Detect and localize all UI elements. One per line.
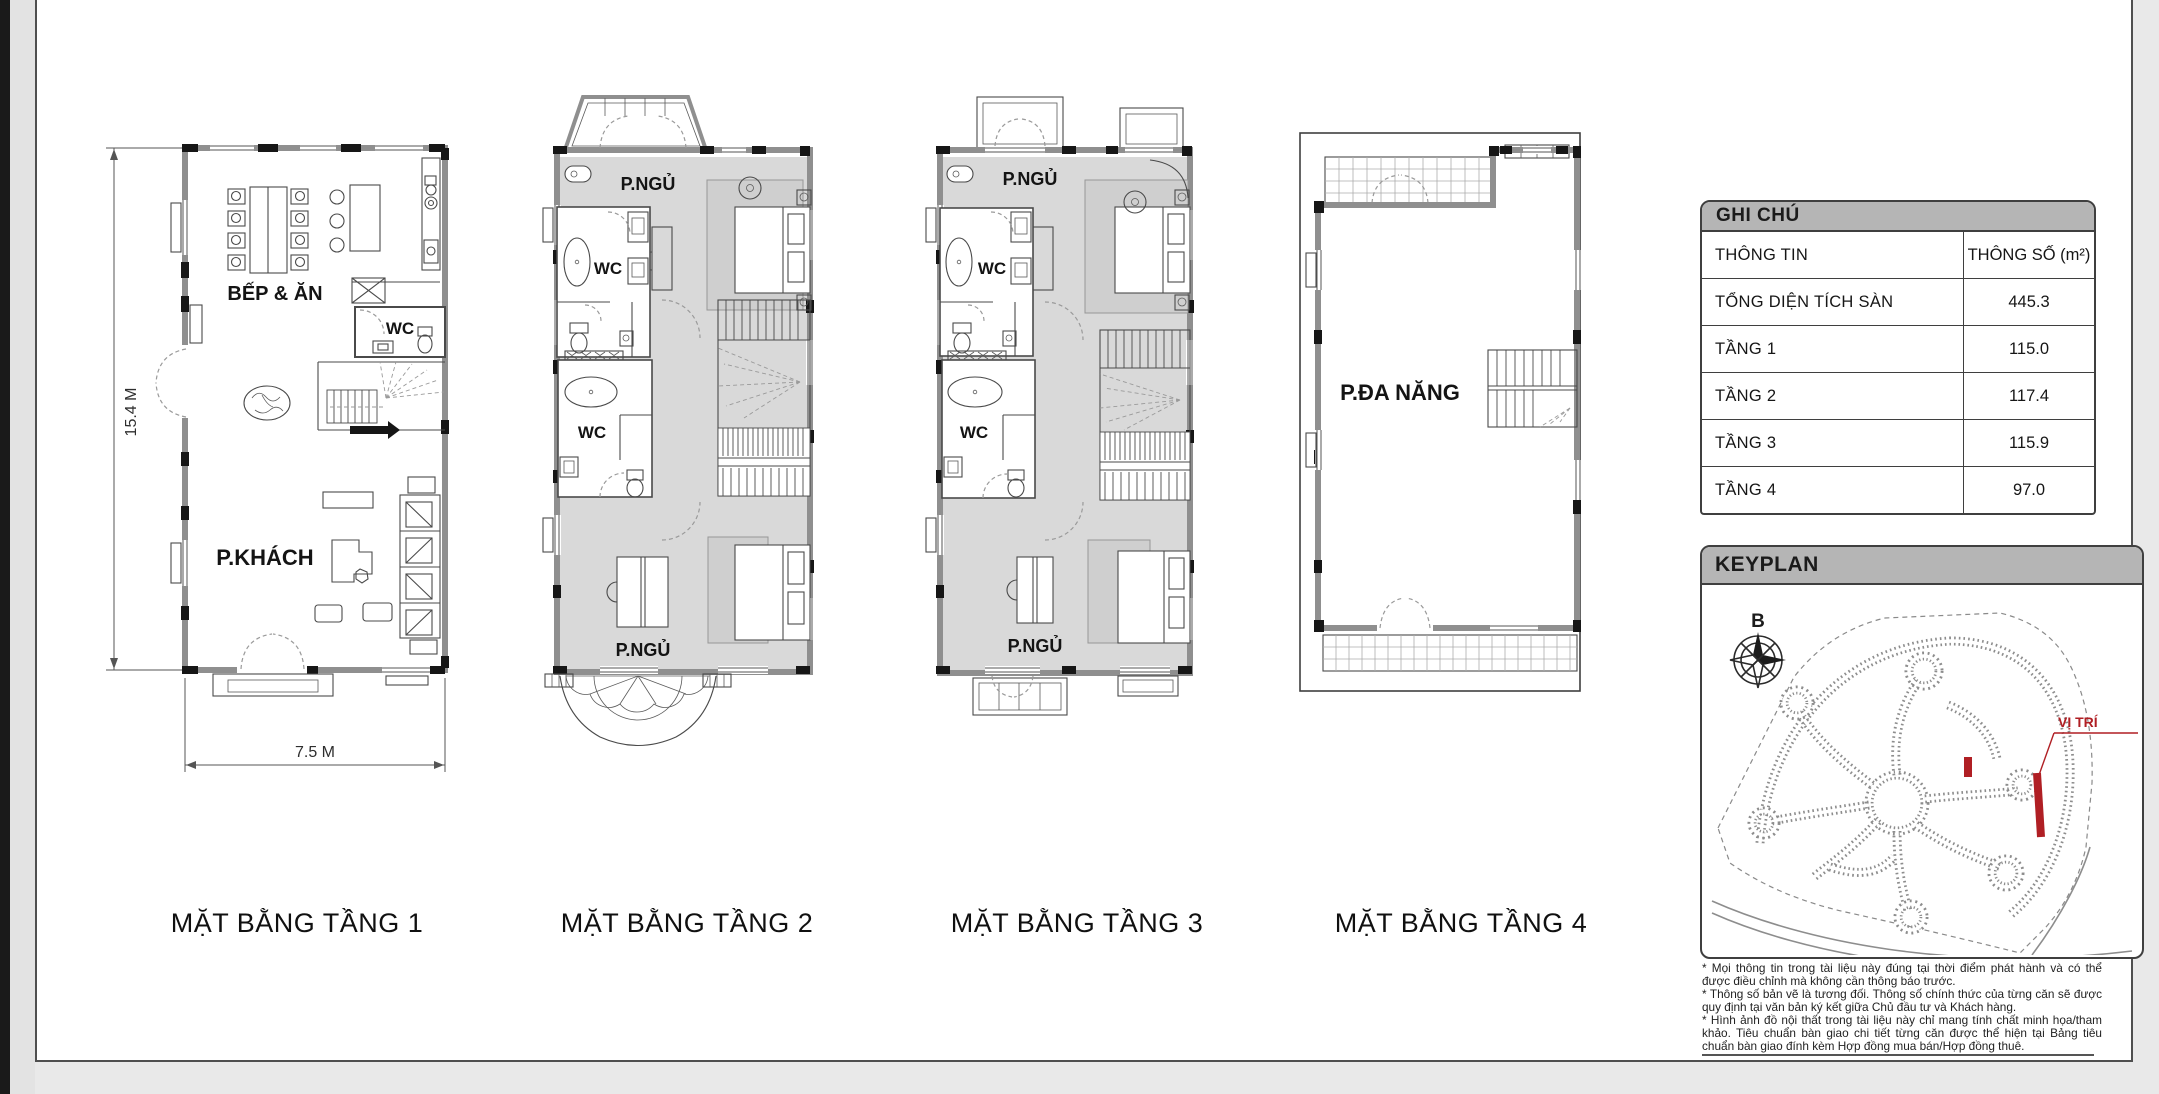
legend-table bbox=[1700, 200, 2096, 515]
balcony-scallop bbox=[545, 674, 731, 746]
disclaimer-underline bbox=[1702, 1054, 2094, 1056]
disclaimer-line: * Mọi thông tin trong tài liệu này đúng tại thời điểm phát hành và có thể được điều chỉnh mà không cần thông báo trước. bbox=[1702, 961, 2102, 988]
caption-floor-2: MẶT BẰNG TẦNG 2 bbox=[560, 908, 814, 938]
room-label-wc-bottom: WC bbox=[577, 423, 607, 442]
wall-basin bbox=[947, 166, 973, 182]
site-roads bbox=[1752, 641, 2070, 930]
header-value: THÔNG SỐ (m²) bbox=[1967, 245, 2091, 264]
terrace-boundary bbox=[1300, 133, 1580, 691]
kitchen-counter bbox=[352, 158, 440, 282]
kitchen-island bbox=[330, 185, 380, 252]
room-label-bed-bottom: P.NGỦ bbox=[1007, 636, 1063, 656]
room-label-wc-bottom: WC bbox=[959, 423, 989, 442]
windows bbox=[171, 144, 432, 685]
wc-bottom bbox=[558, 360, 652, 497]
keyplan-map bbox=[1702, 585, 2138, 955]
dimension-height bbox=[106, 148, 185, 670]
room-label-bed-top: P.NGỦ bbox=[1002, 169, 1058, 189]
wc-top bbox=[940, 208, 1033, 356]
legend-title: GHI CHÚ bbox=[1702, 202, 2094, 232]
bay-window bbox=[565, 97, 706, 150]
entry-door bbox=[237, 634, 307, 674]
disclaimer-line: * Thông số bản vẽ là tương đối. Thông số chính thức của từng căn sẽ được quy định tại văn bản ký kết giữa Chủ đầu tư và Khách hàng. bbox=[1702, 987, 2102, 1014]
disclaimer-notes bbox=[1702, 962, 2102, 1056]
bed-bottom bbox=[1118, 551, 1190, 643]
wc-top bbox=[557, 207, 650, 357]
stairs bbox=[318, 362, 445, 439]
keyplan-panel bbox=[1700, 545, 2144, 959]
disclaimer-line: * Hình ảnh đồ nội thất trong tài liệu này chỉ mang tính chất minh họa/tham khảo. Tiêu chuẩn bàn giao chi tiết từng căn được thể hiện tại Bảng tiêu chuẩn bàn giao đính kèm Hợp đồng mua bán/Hợp đồng thuê. bbox=[1702, 1013, 2102, 1053]
room-label-wc-top: WC bbox=[977, 259, 1007, 278]
viewer-edge-strip bbox=[0, 0, 10, 1094]
sofa bbox=[400, 477, 440, 654]
floor-plan-4 bbox=[1290, 120, 1590, 705]
dim-width-label: 7.5 M bbox=[294, 744, 336, 761]
room-label-multipurpose: P.ĐA NĂNG bbox=[1340, 380, 1460, 405]
location-label: VỊ TRÍ bbox=[2058, 714, 2098, 730]
table-row: TẦNG 1 115.0 bbox=[1702, 326, 2094, 373]
compass-icon bbox=[1730, 611, 1786, 688]
entry-porch bbox=[213, 674, 333, 696]
wc-room bbox=[355, 307, 445, 357]
main-avenue bbox=[1712, 847, 2132, 955]
wall-basin bbox=[565, 166, 591, 182]
bottom-balcony bbox=[973, 676, 1178, 715]
caption-floor-1: MẶT BẰNG TẦNG 1 bbox=[170, 908, 424, 938]
room-label-wc-top: WC bbox=[593, 259, 623, 278]
dim-height-label: 15.4 M bbox=[123, 387, 140, 437]
room-label-bed-top: P.NGỦ bbox=[620, 174, 676, 194]
room-label-bed-bottom: P.NGỦ bbox=[615, 640, 671, 660]
decorative-rug bbox=[244, 386, 290, 420]
side-door bbox=[156, 345, 189, 418]
bed-bottom bbox=[735, 545, 810, 640]
dining-table bbox=[228, 187, 308, 273]
top-balconies bbox=[977, 97, 1183, 150]
room-label-wc: WC bbox=[385, 319, 415, 338]
bed-top bbox=[735, 190, 811, 310]
svg-text:B: B bbox=[1751, 611, 1765, 632]
coffee-table-group bbox=[315, 492, 392, 622]
floor-plan-3 bbox=[915, 80, 1210, 730]
keyplan-title: KEYPLAN bbox=[1702, 547, 2142, 585]
wc-bottom bbox=[942, 360, 1035, 498]
header-info: THÔNG TIN bbox=[1702, 232, 1964, 278]
table-row: TỔNG DIỆN TÍCH SÀN 445.3 bbox=[1702, 279, 2094, 326]
table-header-row bbox=[1702, 232, 2094, 279]
table-row: TẦNG 4 97.0 bbox=[1702, 467, 2094, 513]
location-highlight bbox=[1964, 714, 2138, 837]
caption-floor-4: MẶT BẰNG TẦNG 4 bbox=[1334, 908, 1588, 938]
floor-plan-1 bbox=[90, 90, 470, 780]
table-row: TẦNG 3 115.9 bbox=[1702, 420, 2094, 467]
room-label-kitchen: BẾP & ĂN bbox=[227, 283, 323, 305]
viewer-margin-strip bbox=[10, 0, 35, 1094]
floor-plan-2 bbox=[530, 60, 830, 770]
caption-floor-3: MẶT BẰNG TẦNG 3 bbox=[950, 908, 1204, 938]
table-row: TẦNG 2 117.4 bbox=[1702, 373, 2094, 420]
room-label-living: P.KHÁCH bbox=[216, 545, 314, 570]
